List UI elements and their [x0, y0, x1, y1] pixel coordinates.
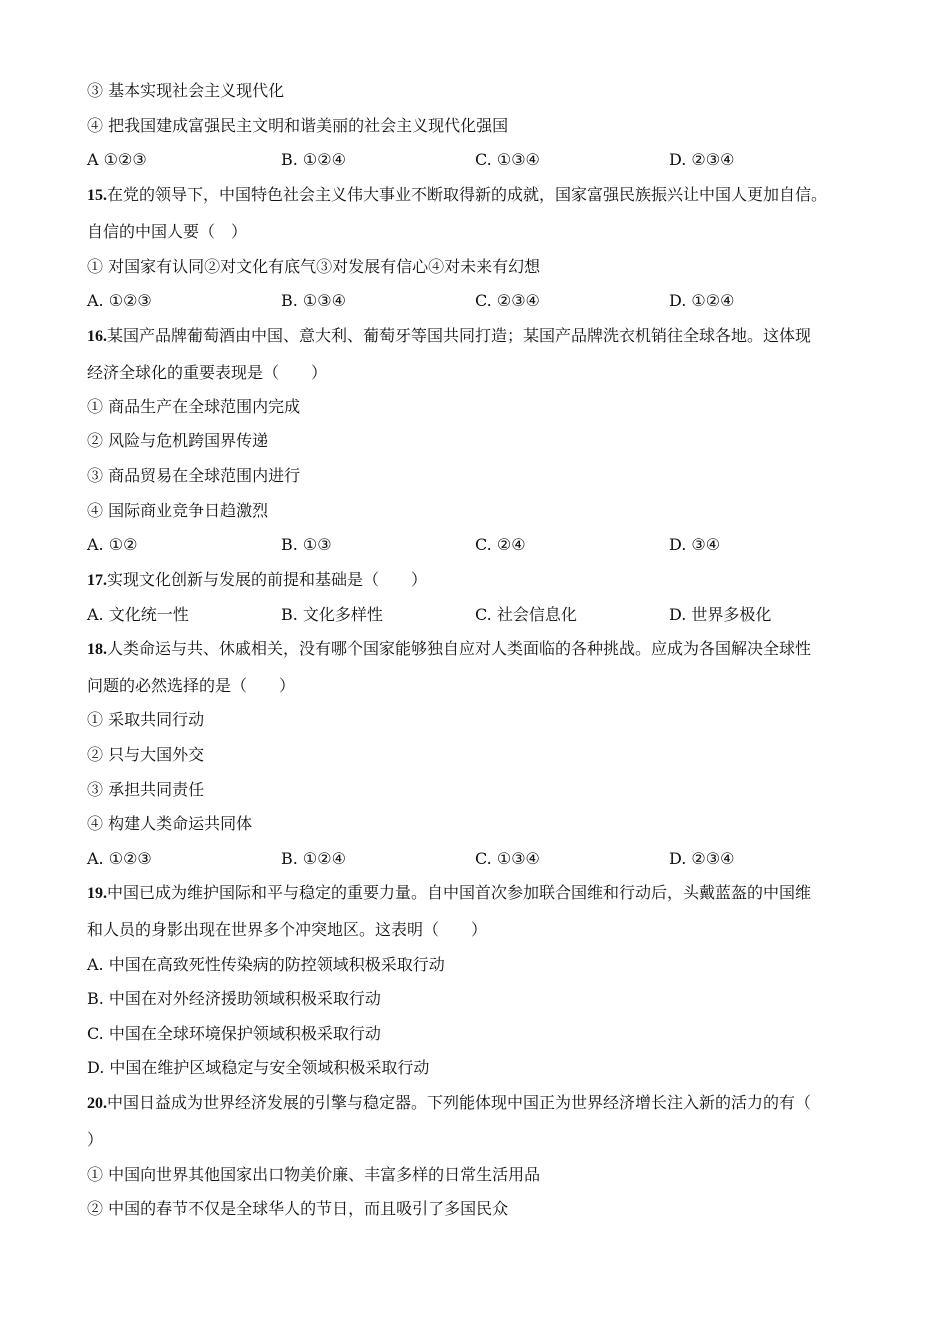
q17-stem-text: 实现文化创新与发展的前提和基础是（ ） [107, 570, 428, 589]
q16-item-3: ③ 商品贸易在全球范围内进行 [87, 466, 301, 485]
q16-stem-text: 某国产品牌葡萄酒由中国、意大利、葡萄牙等国共同打造；某国产品牌洗衣机销往全球各地。这体现 [107, 326, 812, 345]
q18-item-3: ③ 承担共同责任 [87, 780, 205, 799]
q15-stem-line2: 自信的中国人要（ ） [87, 222, 248, 241]
q17-option-d[interactable]: D. 世界多极化 [669, 605, 772, 624]
q16-stem-line1 [87, 326, 877, 347]
q16-number: 16. [87, 328, 107, 345]
q14-option-b[interactable]: B. ①②④ [281, 150, 346, 169]
q18-item-2: ② 只与大国外交 [87, 745, 205, 764]
q15-stem-text: 在党的领导下，中国特色社会主义伟大事业不断取得新的成就，国家富强民族振兴让中国人更加自信。 [107, 185, 828, 204]
q15-options [87, 291, 877, 311]
q16-item-4: ④ 国际商业竞争日趋激烈 [87, 501, 269, 520]
q14-option-c[interactable]: C. ①③④ [475, 150, 540, 169]
q15-option-c[interactable]: C. ②③④ [475, 291, 540, 310]
q18-number: 18. [87, 641, 107, 658]
q15-number: 15. [87, 187, 107, 204]
q16-option-b[interactable]: B. ①③ [281, 535, 332, 554]
q18-item-4: ④ 构建人类命运共同体 [87, 814, 253, 833]
q20-stem-text: 中国日益成为世界经济发展的引擎与稳定器。下列能体现中国正为世界经济增长注入新的活力的有（ [107, 1093, 812, 1112]
q16-item-2: ② 风险与危机跨国界传递 [87, 431, 269, 450]
q14-item-3: ③ 基本实现社会主义现代化 [87, 81, 285, 100]
q20-stem-line1 [87, 1093, 877, 1114]
q19-choice-c[interactable]: C. 中国在全球环境保护领域积极采取行动 [87, 1024, 381, 1043]
q16-option-c[interactable]: C. ②④ [475, 535, 526, 554]
q19-choice-b[interactable]: B. 中国在对外经济援助领域积极采取行动 [87, 989, 381, 1008]
q14-option-d[interactable]: D. ②③④ [669, 150, 735, 169]
q15-option-a[interactable]: A. ①②③ [87, 291, 152, 310]
q17-option-a[interactable]: A. 文化统一性 [87, 605, 189, 624]
q18-option-d[interactable]: D. ②③④ [669, 849, 735, 868]
q14-option-a[interactable]: A ①②③ [87, 150, 147, 169]
q17-stem-line1 [87, 570, 877, 591]
q17-option-c[interactable]: C. 社会信息化 [475, 605, 577, 624]
q18-option-b[interactable]: B. ①②④ [281, 849, 346, 868]
q19-stem-line2: 和人员的身影出现在世界多个冲突地区。这表明（ ） [87, 920, 488, 939]
q18-stem-text: 人类命运与共、休戚相关，没有哪个国家能够独自应对人类面临的各种挑战。应成为各国解决全球性 [107, 639, 812, 658]
q15-stem-line1 [87, 185, 877, 206]
q18-options [87, 849, 877, 869]
q16-item-1: ① 商品生产在全球范围内完成 [87, 397, 301, 416]
q19-number: 19. [87, 885, 107, 902]
q15-items: ① 对国家有认同②对文化有底气③对发展有信心④对未来有幻想 [87, 257, 541, 276]
q19-choice-d[interactable]: D. 中国在维护区域稳定与安全领域积极采取行动 [87, 1058, 430, 1077]
q19-choice-a[interactable]: A. 中国在高致死性传染病的防控领域积极采取行动 [87, 955, 445, 974]
q15-option-d[interactable]: D. ①②④ [669, 291, 735, 310]
q17-number: 17. [87, 572, 107, 589]
q18-stem-line1 [87, 639, 877, 660]
q14-options [87, 150, 877, 170]
q16-stem-line2: 经济全球化的重要表现是（ ） [87, 363, 328, 382]
q17-options [87, 605, 877, 625]
q18-option-c[interactable]: C. ①③④ [475, 849, 540, 868]
q20-item-2: ② 中国的春节不仅是全球华人的节日，而且吸引了多国民众 [87, 1199, 509, 1218]
q19-stem-text: 中国已成为维护国际和平与稳定的重要力量。自中国首次参加联合国维和行动后，头戴蓝盔的中国维 [107, 883, 812, 902]
q16-option-d[interactable]: D. ③④ [669, 535, 721, 554]
q15-option-b[interactable]: B. ①③④ [281, 291, 346, 310]
q20-stem-line2: ） [87, 1130, 104, 1149]
q16-option-a[interactable]: A. ①② [87, 535, 138, 554]
q18-option-a[interactable]: A. ①②③ [87, 849, 152, 868]
q14-item-4: ④ 把我国建成富强民主文明和谐美丽的社会主义现代化强国 [87, 116, 509, 135]
q19-stem-line1 [87, 883, 877, 904]
q20-item-1: ① 中国向世界其他国家出口物美价廉、丰富多样的日常生活用品 [87, 1165, 541, 1184]
q18-item-1: ① 采取共同行动 [87, 710, 205, 729]
q20-number: 20. [87, 1095, 107, 1112]
q17-option-b[interactable]: B. 文化多样性 [281, 605, 383, 624]
q18-stem-line2: 问题的必然选择的是（ ） [87, 676, 296, 695]
q16-options [87, 535, 877, 555]
